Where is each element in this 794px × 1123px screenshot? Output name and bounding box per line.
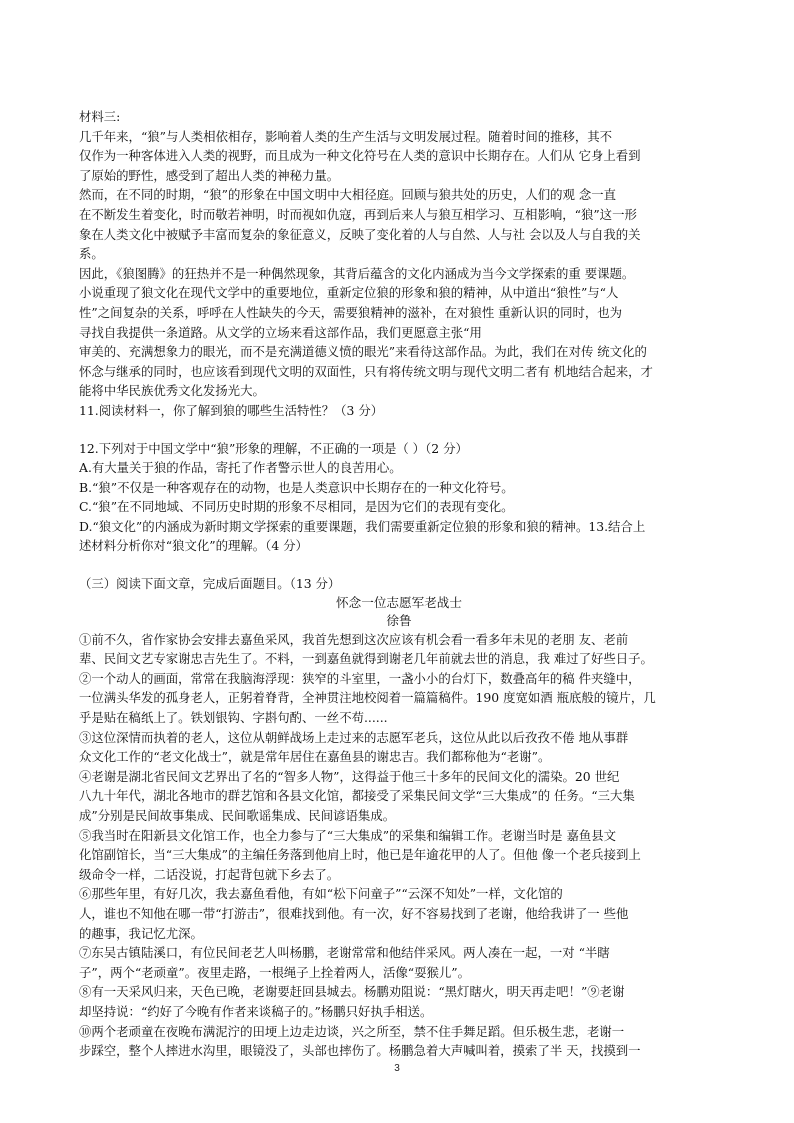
- option-c: C.“狼”在不同地域、不同历史时期的形象不尽相同，是因为它们的表现有变化。: [79, 499, 514, 515]
- paragraph-line: 了原始的野性，感受到了超出人类的神秘力量。: [79, 167, 340, 183]
- paragraph-line: 几千年来，“狼”与人类相依相存，影响着人类的生产生活与文明发展过程。随着时间的推移，其不: [79, 128, 613, 144]
- paragraph-line: 仅作为一种客体进入人类的视野，而且成为一种文化符号在人类的意识中长期存在。人们从 它身上看到: [79, 148, 641, 164]
- paragraph-line: 八九十年代，湖北各地市的群艺馆和各县文化馆，都接受了采集民间文学“三大集成”的 任务。“三大集: [79, 788, 635, 804]
- article-body: [79, 630, 719, 1061]
- paragraph-line: ③这位深情而执着的老人，这位从朝鲜战场上走过来的志愿军老兵，这位从此以后孜孜不倦 地从事群: [79, 729, 629, 745]
- page-number: 3: [394, 1063, 400, 1074]
- paragraph-line: ④老谢是湖北省民间文艺界出了名的“智多人物”，这得益于他三十多年的民间文化的濡染。20 世纪: [79, 768, 620, 784]
- paragraph-line: 却坚持说：“约好了今晚有作者来谈稿子的。”杨鹏只好执手相送。: [79, 1003, 433, 1019]
- paragraph-line: 步踩空，整个人摔进水沟里，眼镜没了，头部也摔伤了。杨鹏急着大声喊叫着，摸索了半 天，找摸到一: [79, 1043, 641, 1059]
- question-11: 11.阅读材料一，你了解到狼的哪些生活特性？（3 分）: [79, 402, 384, 418]
- paragraph-line: 象在人类文化中被赋予丰富而复杂的象征意义，反映了变化着的人与自然、人与社 会以及人与自我的关: [79, 226, 641, 242]
- paragraph-line: ②一个动人的画面，常常在我脑海浮现：狭窄的斗室里，一盏小小的台灯下，数叠高年的稿 件夹缝中，: [79, 670, 641, 686]
- paragraph-line: 因此，《狼图腾》的狂热并不是一种偶然现象，其背后蕴含的文化内涵成为当今文学探索的重 要课题。: [79, 265, 635, 281]
- paragraph-line: 化馆副馆长，当“三大集成”的主编任务落到他肩上时，他已是年逾花甲的人了。但他 像一个老兵接到上: [79, 847, 641, 863]
- section-heading: （三）阅读下面文章，完成后面题目。（13 分）: [79, 576, 341, 592]
- paragraph-line: 的趣事，我记忆尤深。: [79, 925, 203, 941]
- option-d: D.“狼文化”的内涵成为新时期文学探索的重要课题，我们需要重新定位狼的形象和狼的精神。13.结合上: [79, 518, 646, 534]
- paragraph-line: ⑩两个老顽童在夜晚布满泥泞的田埂上边走边谈，兴之所至，禁不住手舞足蹈。但乐极生悲，老谢一: [79, 1023, 625, 1039]
- material-three-body: [79, 127, 719, 401]
- paragraph-line: ①前不久，省作家协会安排去嘉鱼采风，我首先想到这次应该有机会看一看多年未见的老朋 友、老前: [79, 631, 629, 647]
- paragraph-line: 系。: [79, 246, 104, 262]
- paragraph-line: 审美的、充满想象力的眼光，而不是充满道德义愤的眼光”来看待这部作品。为此，我们在对传 统文化的: [79, 344, 647, 360]
- paragraph-line: 能将中华民族优秀文化发扬光大。: [79, 383, 265, 399]
- paragraph-line: 怀念与继承的同时，也应该看到现代文明的双面性，只有将传统文明与现代文明二者有 机地结合起来，才: [79, 363, 653, 379]
- article-title: 怀念一位志愿军老战士: [336, 594, 462, 610]
- paragraph-line: 级命令一样，二话没说，打起背包就下乡去了。: [79, 866, 340, 882]
- option-a: A.有大量关于狼的作品，寄托了作者警示世人的良苦用心。: [79, 460, 402, 476]
- paragraph-line: 人，谁也不知他在哪一带“打游击”，很难找到他。有一次，好不容易找到了老谢，他给我讲了一 些他: [79, 905, 629, 921]
- article-author: 徐鲁: [386, 612, 412, 628]
- paragraph-line: ⑦东吴古镇陆溪口，有位民间老艺人叫杨鹏，老谢常常和他结伴采风。两人凑在一起，一对 “半瞎: [79, 945, 610, 961]
- paragraph-line: ⑤我当时在阳新县文化馆工作，也全力参与了“三大集成”的采集和编辑工作。老谢当时是 嘉鱼县文: [79, 827, 617, 843]
- material-label: 材料三:: [79, 109, 121, 124]
- paragraph-line: 一位满头华发的孤身老人，正躬着脊背，全神贯注地校阅着一篇篇稿件。190 度宽如酒 瓶底般的镜片，几: [79, 690, 656, 706]
- question-12-stem: 12.下列对于中国文学中“狼”形象的理解，不正确的一项是（ ）（2 分）: [79, 440, 468, 456]
- paragraph-line: 乎是贴在稿纸上了。铁划银钩、字斟句酌、一丝不苟......: [79, 710, 388, 726]
- paragraph-line: 子”，两个“老顽童”。夜里走路，一根绳子上拴着两人，活像“耍猴儿”。: [79, 964, 471, 980]
- paragraph-line: 在不断发生着变化，时而敬若神明，时而视如仇寇，再到后来人与狼互相学习、互相影响，“狼”这一形: [79, 206, 637, 222]
- answer-space: [79, 556, 719, 574]
- paragraph-line: 众文化工作的“老文化战士”，就是常年居住在嘉鱼县的谢忠吉。我们都称他为“老谢”。: [79, 749, 551, 765]
- paragraph-line: 辈、民间文艺专家谢忠吉先生了。不料，一到嘉鱼就得到谢老几年前就去世的消息，我 难过了好些日子。: [79, 651, 653, 667]
- paragraph-line: ⑧有一天采风归来，天色已晚，老谢要赶回县城去。杨鹏劝阻说：“黑灯瞎火，明天再走吧！”⑨老谢: [79, 984, 625, 1000]
- paragraph-line: 成”分别是民间故事集成、民间歌谣集成、民间谚语集成。: [79, 808, 396, 823]
- option-b: B.“狼”不仅是一种客观存在的动物，也是人类意识中长期存在的一种文化符号。: [79, 479, 514, 495]
- paragraph-line: 性”之间复杂的关系，呼呼在人性缺失的今天，需要狼精神的滋补，在对狼性 重新认识的同时，也为: [79, 304, 623, 320]
- page-content: [79, 107, 719, 1061]
- paragraph-line: ⑥那些年里，有好几次，我去嘉鱼看他，有如“松下问童子”“云深不知处”一样，文化馆的: [79, 886, 563, 902]
- question-13: 述材料分析你对“狼文化”的理解。（4 分）: [79, 538, 308, 554]
- paragraph-line: 寻找自我提供一条道路。从文学的立场来看这部作品，我们更愿意主张“用: [79, 324, 482, 340]
- paragraph-line: 小说重现了狼文化在现代文学中的重要地位，重新定位狼的形象和狼的精神，从中道出“狼性”与“人: [79, 285, 619, 301]
- paragraph-line: 然而，在不同的时期，“狼”的形象在中国文明中大相径庭。回顾与狼共处的历史，人们的观 念一直: [79, 187, 617, 203]
- answer-space: [79, 421, 719, 439]
